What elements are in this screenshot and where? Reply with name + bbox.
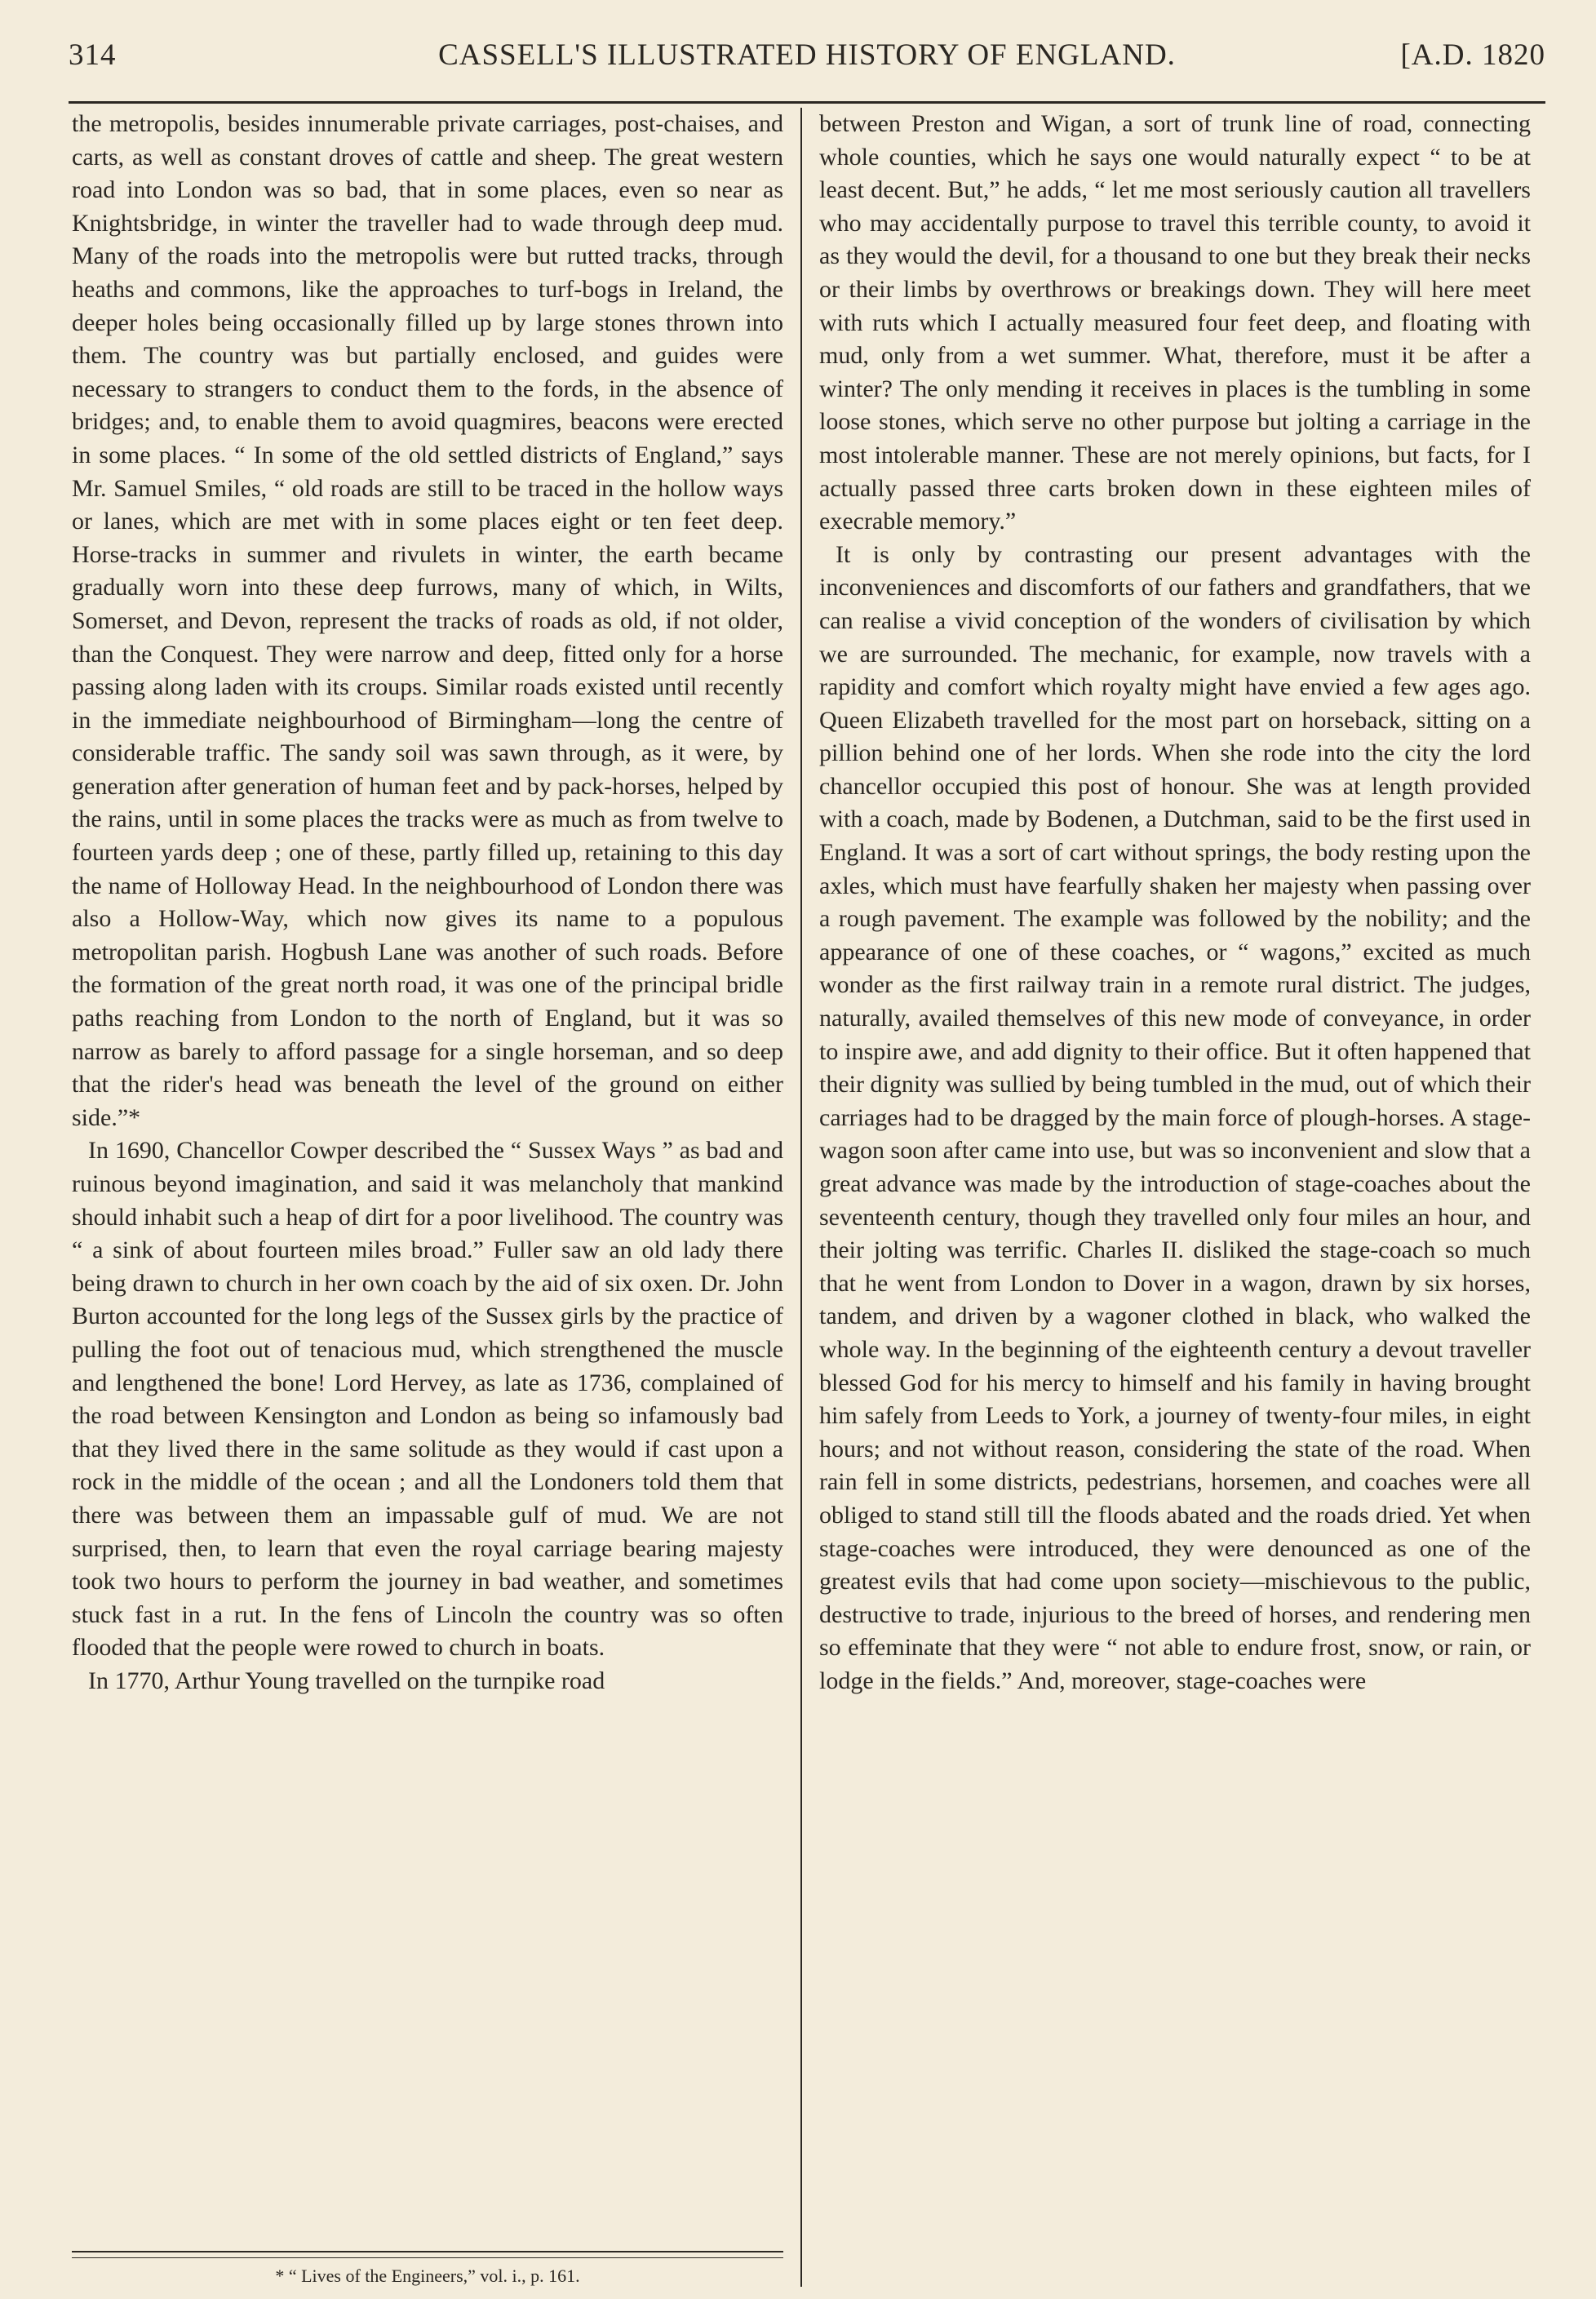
paragraph: In 1690, Chancellor Cowper described the “ Sussex Ways ” as bad and ruinous beyond imagination, and said it was melancholy that mankind should inhabit such a heap of dirt for a poor livelihood. The country was “ a sink of about fourteen miles broad.” Fuller saw an old lady there being drawn to church in her own coach by the aid of six oxen. Dr. John Burton accounted for the long legs of the Sussex girls by the practice of pulling the foot out of tenacious mud, which strengthened the muscle and lengthened the bone! Lord Hervey, as late as 1736, complained of the road between Kensington and London as being so infamously bad that they lived there in the same solitude as they would if cast upon a rock in the middle of the ocean ; and all the Londoners told them that there was between them an impassable gulf of mud. We are not surprised, then, to learn that even the royal carriage bearing majesty took two hours to perform the journey in bad weather, and sometimes stuck fast in a rut. In the fens of Lincoln the country was so often flooded that the people were rowed to church in boats.: [72, 1137, 783, 1662]
paragraph: In 1770, Arthur Young travelled on the turnpike road: [88, 1667, 605, 1694]
column-divider: [800, 108, 802, 2287]
page-number: 314: [69, 38, 117, 72]
right-column: [819, 108, 1531, 1698]
footnote-rule: [72, 2257, 783, 2258]
paragraph: between Preston and Wigan, a sort of trunk line of road, connecting whole counties, which he says one would naturally expect “ to be at least decent. But,” he adds, “ let me most seriously caution all travellers who may accidentally purpose to travel this terrible county, to avoid it as they would the devil, for a thousand to one but they break their necks or their limbs by overthrows or breakings down. They will here meet with ruts which I actually measured four feet deep, and floating with mud, only from a wet summer. What, therefore, must it be after a winter? The only mending it receives in places is the tumbling in some loose stones, which serve no other purpose but jolting a carriage in the most intolerable manner. These are not merely opinions, but facts, for I actually passed three carts broken down in these eighteen miles of execrable memory.”: [819, 110, 1531, 535]
footnote-rule: [72, 2251, 783, 2252]
header-rule: [69, 101, 1545, 104]
running-title: CASSELL'S ILLUSTRATED HISTORY OF ENGLAND.: [438, 38, 1176, 72]
header-date: [A.D. 1820: [1400, 38, 1545, 72]
footnote: * “ Lives of the Engineers,” vol. i., p. 161.: [275, 2266, 580, 2286]
left-column: [72, 108, 783, 1698]
running-header: [69, 33, 1545, 82]
paragraph: It is only by contrasting our present advantages with the inconveniences and discomforts of our fathers and grandfathers, that we can realise a vivid conception of the wonders of civilisation by which we are surrounded. The mechanic, for example, now travels with a rapidity and comfort which royalty might have envied a few ages ago. Queen Elizabeth travelled for the most part on horseback, sitting on a pillion behind one of her lords. When she rode into the city the lord chancellor occupied this post of honour. She was at length provided with a coach, made by Bodenen, a Dutchman, said to be the first used in England. It was a sort of cart without springs, the body resting upon the axles, which must have fearfully shaken her majesty when passing over a rough pavement. The example was followed by the nobility; and the appearance of one of these coaches, or “ wagons,” excited as much wonder as the first railway train in a remote rural district. The judges, naturally, availed themselves of this new mode of conveyance, in order to inspire awe, and add dignity to their office. But it often happened that their dignity was sullied by being tumbled in the mud, out of which their carriages had to be dragged by the main force of plough-horses. A stage-wagon soon after came into use, but was so inconvenient and slow that a great advance was made by the introduction of stage-coaches about the seventeenth century, though they travelled only four miles an hour, and their jolting was terrific. Charles II. disliked the stage-coach so much that he went from London to Dover in a wagon, drawn by six horses, tandem, and driven by a wagoner clothed in black, who walked the whole way. In the beginning of the eighteenth century a devout traveller blessed God for his mercy to himself and his family in having brought him safely from Leeds to York, a journey of twenty-four miles, in eight hours; and not without reason, considering the state of the road. When rain fell in some districts, pedestrians, horsemen, and coaches were all obliged to stand still till the floods abated and the roads dried. Yet when stage-coaches were introduced, they were denounced as one of the greatest evils that had come upon society—mischievous to the public, destructive to trade, injurious to the breed of horses, and rendering men so effeminate that they were “ not able to endure frost, snow, or rain, or lodge in the fields.” And, moreover, stage-coaches were: [819, 540, 1531, 1694]
paragraph: the metropolis, besides innumerable private carriages, post-chaises, and carts, as well as constant droves of cattle and sheep. The great western road into London was so bad, that in some places, even so near as Knightsbridge, in winter the traveller had to wade through deep mud. Many of the roads into the metropolis were but rutted tracks, through heaths and commons, like the approaches to turf-bogs in Ireland, the deeper holes being occasionally filled up by large stones thrown into them. The country was but partially enclosed, and guides were necessary to strangers to conduct them to the fords, in the absence of bridges; and, to enable them to avoid quagmires, beacons were erected in some places. “ In some of the old settled districts of England,” says Mr. Samuel Smiles, “ old roads are still to be traced in the hollow ways or lanes, which are met with in some places eight or ten feet deep. Horse-tracks in summer and rivulets in winter, the earth became gradually worn into these deep furrows, many of which, in Wilts, Somerset, and Devon, represent the tracks of roads as old, if not older, than the Conquest. They were narrow and deep, fitted only for a horse passing along laden with its croups. Similar roads existed until recently in the immediate neighbourhood of Birmingham—long the centre of considerable traffic. The sandy soil was sawn through, as it were, by generation after generation of human feet and by pack-horses, helped by the rains, until in some places the tracks were as much as from twelve to fourteen yards deep ; one of these, partly filled up, retaining to this day the name of Holloway Head. In the neighbourhood of London there was also a Hollow-Way, which now gives its name to a populous metropolitan parish. Hogbush Lane was another of such roads. Before the formation of the great north road, it was one of the principal bridle paths reaching from London to the north of England, but it was so narrow as barely to afford passage for a single horseman, and so deep that the rider's head was beneath the level of the ground on either side.”*: [72, 110, 783, 1131]
